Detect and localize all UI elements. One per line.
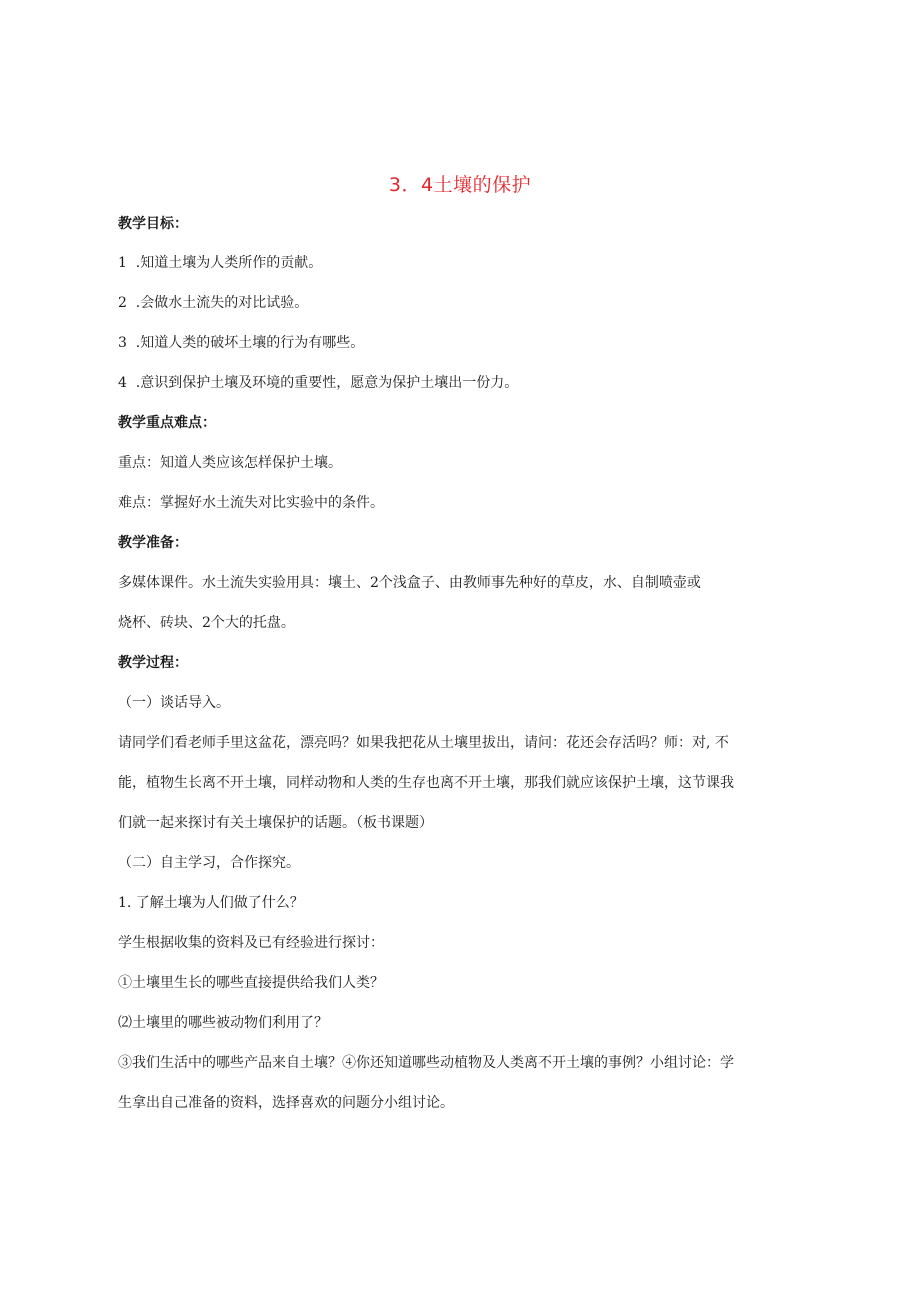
item1-intro: 学生根据收集的资料及已有经验进行探讨： — [118, 935, 384, 951]
document-title: 3．4土壤的保护 — [388, 174, 532, 196]
keypoints-heading: 教学重点难点： — [118, 415, 216, 431]
objective-item: 3 .知道人类的破坏土壤的行为有哪些。 — [118, 335, 365, 351]
prep-line: 烧杯、砖块、2个大的托盘。 — [118, 615, 295, 631]
question-line: 生拿出自己准备的资料，选择喜欢的问题分小组讨论。 — [118, 1095, 454, 1111]
key-point: 重点：知道人类应该怎样保护土壤。 — [118, 455, 342, 471]
prep-line: 多媒体课件。水土流失实验用具：壤土、2个浅盒子、由教师事先种好的草皮，水、自制喷壶或 — [118, 575, 701, 591]
objective-item: 4 .意识到保护土壤及环境的重要性，愿意为保护土壤出一份力。 — [118, 375, 519, 391]
process-heading: 教学过程： — [118, 655, 188, 671]
question-line: ①土壤里生长的哪些直接提供给我们人类？ — [118, 975, 384, 991]
objective-item: 1 .知道土壤为人类所作的贡献。 — [118, 255, 323, 271]
paragraph-line: 们就一起来探讨有关土壤保护的话题。（板书课题） — [118, 815, 433, 831]
section2-heading: （二）自主学习，合作探究。 — [118, 855, 300, 871]
prep-heading: 教学准备： — [118, 535, 188, 551]
objectives-heading: 教学目标： — [118, 216, 188, 232]
section1-heading: （一）谈话导入。 — [118, 695, 230, 711]
question-line: ③我们生活中的哪些产品来自土壤？④你还知道哪些动植物及人类离不开土壤的事例？小组讨论：学 — [118, 1055, 734, 1071]
objective-item: 2 .会做水土流失的对比试验。 — [118, 295, 309, 311]
question-line: ⑵土壤里的哪些被动物们利用了？ — [118, 1015, 328, 1031]
difficulty-point: 难点：掌握好水土流失对比实验中的条件。 — [118, 495, 384, 511]
paragraph-line: 能，植物生长离不开土壤，同样动物和人类的生存也离不开土壤，那我们就应该保护土壤，这节课我 — [118, 775, 734, 791]
item1-heading: 1. 了解土壤为人们做了什么？ — [118, 895, 304, 911]
paragraph-line: 请同学们看老师手里这盆花，漂亮吗？如果我把花从土壤里拔出，请问：花还会存活吗？师：对, 不 — [118, 735, 729, 751]
